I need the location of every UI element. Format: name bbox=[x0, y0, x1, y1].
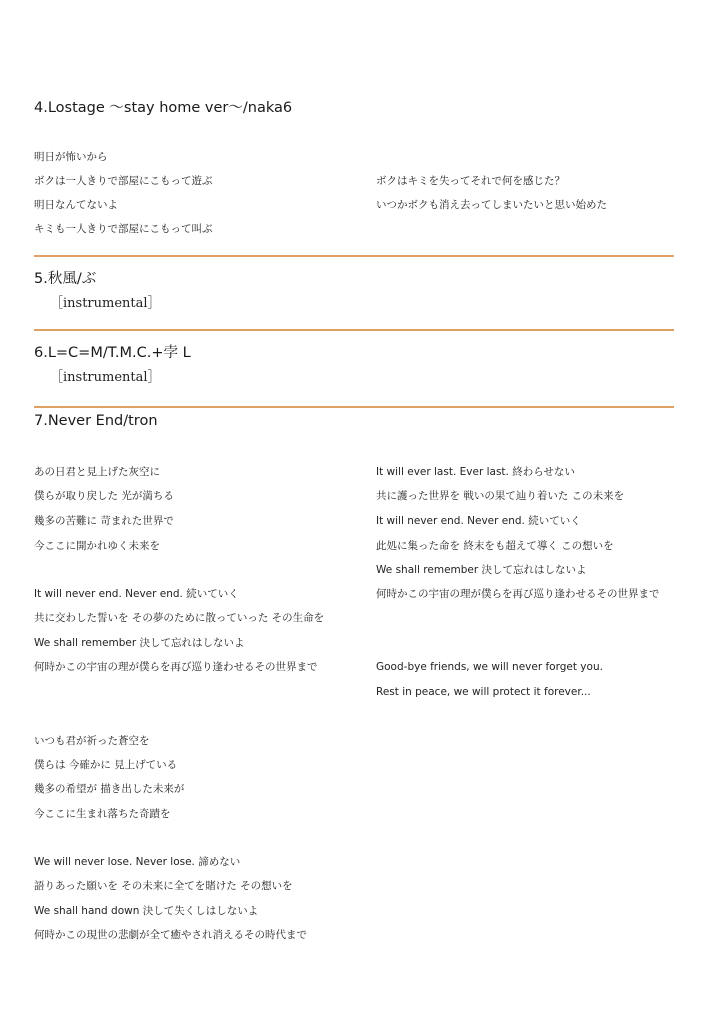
lyric-line: いつも君が祈った蒼空を bbox=[34, 735, 150, 747]
lyric-line: 今ここに開かれゆく未来を bbox=[34, 540, 160, 552]
lyric-line: 此処に集った命を 終末をも超えて導く この想いを bbox=[376, 540, 614, 552]
lyric-line: We shall remember 決して忘れはしないよ bbox=[34, 637, 245, 649]
lyric-line: 明日が怖いから bbox=[34, 151, 108, 163]
instrumental-label: ［instrumental］ bbox=[50, 296, 161, 311]
song-title-5: 5.秋風/ぶ bbox=[34, 271, 97, 287]
lyric-line: 僕らは 今確かに 見上げている bbox=[34, 759, 178, 771]
lyric-line: 語りあった願いを その未来に全てを賭けた その想いを bbox=[34, 880, 293, 892]
lyric-line: 明日なんてないよ bbox=[34, 199, 118, 211]
section-divider bbox=[34, 255, 674, 257]
section-divider bbox=[34, 406, 674, 408]
lyric-line: 今ここに生まれ落ちた奇蹟を bbox=[34, 808, 171, 820]
song-title-6: 6.L=C=M/T.M.C.+孛 L bbox=[34, 345, 191, 361]
lyric-line: 何時かこの宇宙の理が僕らを再び巡り逢わせるその世界まで bbox=[34, 661, 318, 673]
lyric-line: あの日君と見上げた灰空に bbox=[34, 466, 160, 478]
song-title-4: 4.Lostage ～stay home ver～/naka6 bbox=[34, 100, 293, 116]
lyric-line: It will never end. Never end. 続いていく bbox=[34, 588, 239, 600]
lyric-line: We shall remember 決して忘れはしないよ bbox=[376, 564, 587, 576]
lyric-line: It will ever last. Ever last. 終わらせない bbox=[376, 466, 575, 478]
lyric-line: キミも一人きりで部屋にこもって叫ぶ bbox=[34, 223, 213, 235]
lyric-line: 共に交わした誓いを その夢のために散っていった その生命を bbox=[34, 612, 325, 624]
section-divider bbox=[34, 329, 674, 331]
lyric-line: It will never end. Never end. 続いていく bbox=[376, 515, 581, 527]
lyric-line: ボクは一人きりで部屋にこもって遊ぶ bbox=[34, 175, 213, 187]
lyric-line: We shall hand down 決して失くしはしないよ bbox=[34, 905, 259, 917]
lyric-line: 何時かこの宇宙の理が僕らを再び巡り逢わせるその世界まで bbox=[376, 588, 660, 600]
lyric-line: ボクはキミを失ってそれで何を感じた？ bbox=[376, 175, 565, 187]
lyric-line: 幾多の苦難に 苛まれた世界で bbox=[34, 515, 174, 527]
lyric-line: Good-bye friends, we will never forget you. bbox=[376, 661, 603, 673]
lyric-line: いつかボクも消え去ってしまいたいと思い始めた bbox=[376, 199, 607, 211]
lyric-line: 何時かこの現世の悲劇が全て癒やされ消えるその時代まで bbox=[34, 929, 307, 941]
lyric-line: 幾多の希望が 描き出した未来が bbox=[34, 783, 185, 795]
lyric-line: 僕らが取り戻した 光が満ちる bbox=[34, 490, 174, 502]
lyric-line: 共に護った世界を 戦いの果て辿り着いた この未来を bbox=[376, 490, 625, 502]
lyric-line: Rest in peace, we will protect it forever... bbox=[376, 686, 591, 698]
song-title-7: 7.Never End/tron bbox=[34, 413, 158, 429]
instrumental-label: ［instrumental］ bbox=[50, 370, 161, 385]
lyric-line: We will never lose. Never lose. 諦めない bbox=[34, 856, 241, 868]
